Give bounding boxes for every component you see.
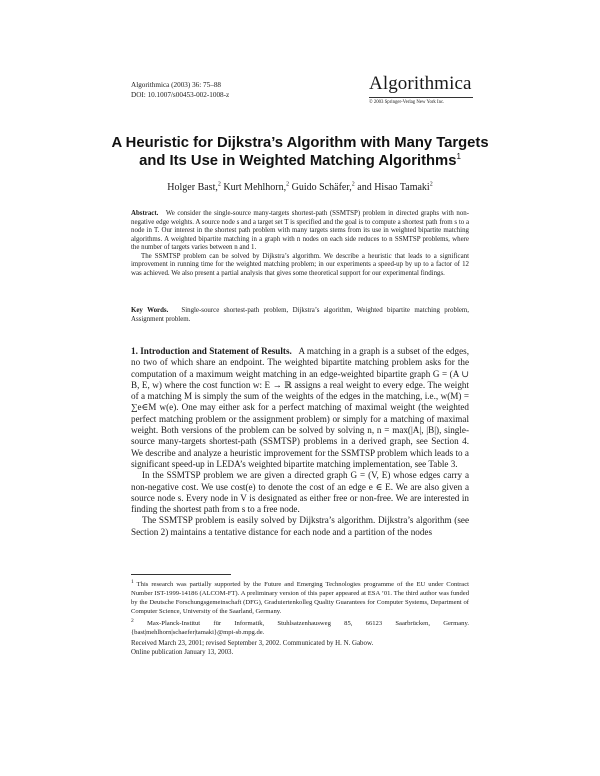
author-name: Guido Schäfer, xyxy=(291,182,352,193)
author-list xyxy=(100,182,500,194)
author-name: and Hisao Tamaki xyxy=(357,182,430,193)
journal-name: Algorithmica xyxy=(369,73,472,94)
abstract xyxy=(131,210,469,278)
abstract-paragraph-2: The SSMTSP problem can be solved by Dijkstra’s algorithm. We describe a heuristic that leads to a significant improvement in running time for the weighted matching problem; in our experiments a speed-up by up to a factor of 12 was achieved. We also present a partial analysis that gives some theoretical support for our experimental findings. xyxy=(131,252,469,277)
received-dates: Received March 23, 2001; revised September 3, 2002. Communicated by H. N. Gabow. xyxy=(131,640,374,647)
author-mark: 2 xyxy=(429,181,433,188)
received-info xyxy=(131,640,469,657)
citation-block xyxy=(131,80,229,100)
author-name: Kurt Mehlhorn, xyxy=(223,182,287,193)
footnote-mark: 2 xyxy=(131,617,134,624)
abstract-paragraph-1: We consider the single-source many-targets shortest-path (SSMTSP) problem in directed graphs with non-negative edge weights. A source node s and a target set T is specified and the goal is to compute a shortest path from s to a node in T. Our interest in the shortest path problem with many targets stems from its use in weighted bipartite matching algorithms. A weighted bipartite matching in a graph with n nodes on each side reduces to n SSMTSP problems, where the number of targets varies between n and 1. xyxy=(131,210,470,252)
title-line-2: and Its Use in Weighted Matching Algorithms xyxy=(139,153,457,169)
body-paragraph-3: The SSMTSP problem is easily solved by Dijkstra’s algorithm. Dijkstra’s algorithm (see Section 2) maintains a tentative distance for each node and a partition of the nodes xyxy=(131,515,469,537)
journal-rule xyxy=(369,97,473,98)
author-mark: 2 xyxy=(217,181,221,188)
keywords xyxy=(131,307,469,324)
footnote-2: Max-Planck-Institut für Informatik, Stuhlsatzenhausweg 85, 66123 Saarbrücken, Germany. {bast|mehlhorn|schaefer|tamaki}@mpi-sb.mpg.de. xyxy=(131,620,470,636)
footnote-rule xyxy=(131,574,231,575)
doi: DOI: 10.1007/s00453-002-1008-z xyxy=(131,91,230,99)
author-name: Holger Bast, xyxy=(167,182,218,193)
keywords-text: Single-source shortest-path problem, Dijkstra’s algorithm, Weighted bipartite matching problem, Assignment problem. xyxy=(131,307,469,323)
copyright: © 2003 Springer-Verlag New York Inc. xyxy=(369,100,445,105)
author-mark: 2 xyxy=(351,181,355,188)
body-paragraph-2: In the SSMTSP problem we are given a directed graph G = (V, E) whose edges carry a non-negative cost. We use cost(e) to denote the cost of an edge e ∈ E. We are also given a source node s. Every node in V is designated as either free or non-free. We are interested in finding the shortest path from s to a free node. xyxy=(131,470,469,515)
body-text xyxy=(131,346,469,538)
author-mark: 2 xyxy=(286,181,290,188)
abstract-label: Abstract. xyxy=(131,210,159,217)
citation: Algorithmica (2003) 36: 75–88 xyxy=(131,81,222,89)
paper-title xyxy=(100,134,500,170)
footnote-mark: 1 xyxy=(131,579,134,585)
title-line-1: A Heuristic for Dijkstra’s Algorithm with Many Targets xyxy=(111,135,489,151)
section-heading: 1. Introduction and Statement of Results. xyxy=(131,346,292,356)
footnote-1: This research was partially supported by the Future and Emerging Technologies programme of the EU under Contract Number IST-1999-14186 (ALCOM-FT). A preliminary version of this paper appeared at ESA ’01. The third author was funded by the Deutsche Forschungsgemeinschaft (DFG), Graduiertenkolleg Quality Guarantees for Computer Systems, Department of Computer Science, University of the Saarland, Germany. xyxy=(131,581,469,615)
footnotes xyxy=(131,578,469,638)
online-publication: Online publication January 13, 2003. xyxy=(131,648,234,656)
title-footnote-mark: 1 xyxy=(456,152,461,162)
journal-block xyxy=(369,74,473,107)
body-paragraph-1: A matching in a graph is a subset of the edges, no two of which share an endpoint. The weighted bipartite matching problem asks for the computation of a maximum weight matching in an edge-weighted bipartite graph G = (A ∪ B, E, w) where the cost function w: E → ℝ assigns a real weight to every edge. The weight of a matching M is simply the sum of the weights of the edges in the matching, i.e., w(M) = ∑e∈M w(e). One may either ask for a perfect matching of maximal weight (the weighted perfect matching problem or the assignment problem) or simply for a matching of maximal weight. Both versions of the problem can be solved by solving n, n = max(|A|, |B|), single-source many-targets shortest-path (SSMTSP) problems in a derived graph, see Section 4. We describe and analyze a heuristic improvement for the SSMTSP problem which leads to a significant speed-up in LEDA’s weighted bipartite matching implementation, see Table 3. xyxy=(131,346,469,469)
keywords-label: Key Words. xyxy=(131,307,169,314)
